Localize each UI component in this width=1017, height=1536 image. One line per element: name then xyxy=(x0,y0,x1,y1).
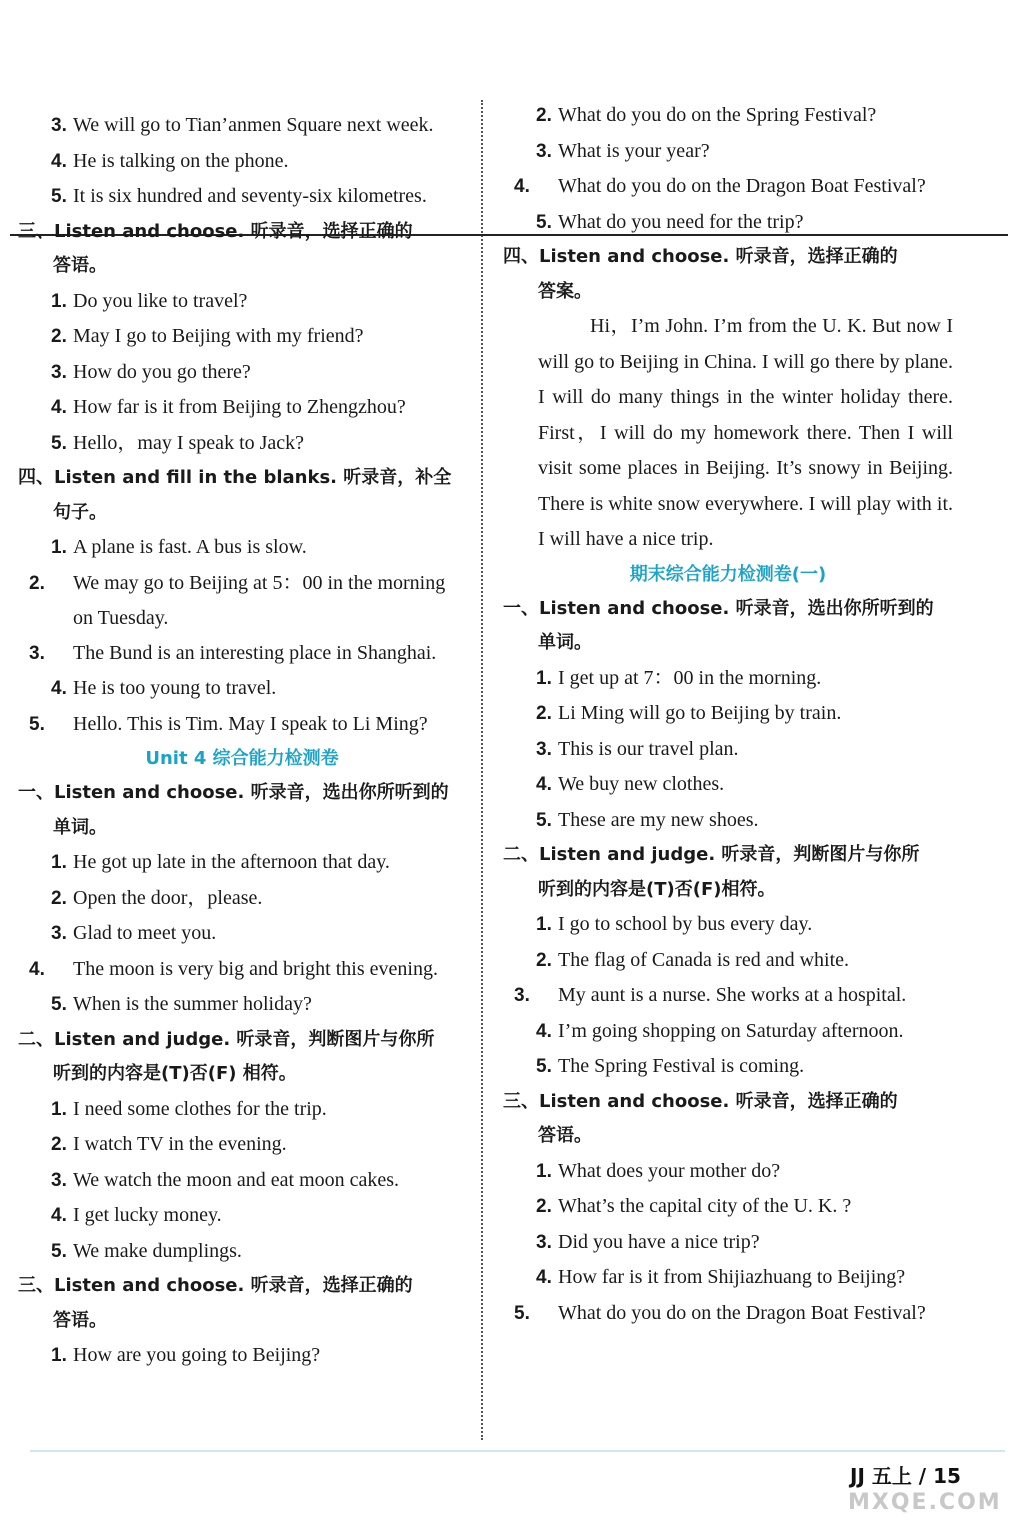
unit-title: Unit 4 综合能力检测卷 xyxy=(145,748,339,769)
question-list xyxy=(503,907,953,1085)
section-heading: 一、Listen and choose. 听录音，选出你所听到的 xyxy=(18,782,449,803)
list-item: 3. We will go to Tian’anmen Square next week. xyxy=(51,114,434,136)
list-item: 5. The Spring Festival is coming. xyxy=(536,1055,805,1077)
reading-passage xyxy=(503,309,953,558)
right-column xyxy=(503,96,953,1331)
list-item: 1. He got up late in the afternoon that day. xyxy=(51,851,390,873)
question-list xyxy=(18,1092,466,1270)
list-item: 5. We make dumplings. xyxy=(51,1239,242,1262)
watermark: MXQE.COM xyxy=(848,1490,1002,1515)
list-item: 4. We buy new clothes. xyxy=(536,773,725,795)
list-item: 2. What’s the capital city of the U. K. ? xyxy=(536,1195,852,1217)
list-item: 3. The Bund is an interesting place in Shanghai. xyxy=(29,641,437,664)
section-heading: 三、Listen and choose. 听录音，选择正确的 xyxy=(18,1275,413,1296)
section-heading-cont: 单词。 xyxy=(53,816,107,838)
section-heading-cont: 句子。 xyxy=(53,501,107,523)
section-heading: 二、Listen and judge. 听录音，判断图片与你所 xyxy=(503,844,920,865)
list-item: 3. My aunt is a nurse. She works at a hospital. xyxy=(514,984,907,1006)
list-item: 5. What do you need for the trip? xyxy=(536,210,804,233)
list-item: 5. What do you do on the Dragon Boat Festival? xyxy=(514,1301,926,1324)
list-item: 5. Hello. This is Tim. May I speak to Li Ming? xyxy=(29,712,428,735)
section-heading-cont: 听到的内容是(T)否(F) 相符。 xyxy=(53,1063,297,1084)
section-heading-cont: 答语。 xyxy=(538,1125,592,1146)
section-heading-cont: 答语。 xyxy=(53,255,107,276)
passage-text: Hi，I’m John. I’m from the U. K. But now I will go to Beijing in China. I will go there by plane. I will do many things in the winter holiday there. First，I will do my homework there. Then I will visit some places in Beijing. It’s snowy in Beijing. There is white snow everywhere. I will play with it. I will have a nice trip. xyxy=(538,315,953,550)
list-item: 5. These are my new shoes. xyxy=(536,808,759,831)
list-item: 3. We watch the moon and eat moon cakes. xyxy=(51,1168,400,1191)
list-item: 4. I’m going shopping on Saturday afternoon. xyxy=(536,1019,904,1042)
list-item: 1. What does your mother do? xyxy=(536,1159,781,1182)
section-heading: 二、Listen and judge. 听录音，判断图片与你所 xyxy=(18,1028,435,1050)
list-item: 1. I go to school by bus every day. xyxy=(536,913,813,935)
section-heading: 三、Listen and choose. 听录音，选择正确的 xyxy=(503,1090,898,1112)
column-divider xyxy=(481,100,483,1440)
list-item: 5. When is the summer holiday? xyxy=(51,993,312,1015)
section-heading: 一、Listen and choose. 听录音，选出你所听到的 xyxy=(503,597,934,619)
question-list xyxy=(503,661,953,839)
question-list xyxy=(18,1338,466,1374)
question-list xyxy=(18,284,466,462)
list-item: 2. I watch TV in the evening. xyxy=(51,1133,287,1155)
list-item: 2. Open the door，please. xyxy=(51,886,263,909)
page-number: JJ 五上 / 15 xyxy=(850,1464,961,1488)
section-heading-cont: 答语。 xyxy=(53,1309,107,1331)
question-list xyxy=(18,845,466,1023)
list-item: 2. What do you do on the Spring Festival? xyxy=(536,104,877,126)
list-item: 4. How far is it from Shijiazhuang to Beijing? xyxy=(536,1266,906,1288)
section-heading: 四、Listen and choose. 听录音，选择正确的 xyxy=(503,246,898,267)
section-heading-cont: 单词。 xyxy=(538,632,592,653)
list-item: 4. He is too young to travel. xyxy=(51,677,277,699)
left-top-list xyxy=(18,96,466,215)
list-item: 5. It is six hundred and seventy-six kilometres. xyxy=(51,185,427,207)
list-item: 1. I get up at 7：00 in the morning. xyxy=(536,666,822,689)
list-item: 4. What do you do on the Dragon Boat Festival? xyxy=(514,175,926,197)
list-item: 3. How do you go there? xyxy=(51,360,251,383)
list-item: 4. I get lucky money. xyxy=(51,1204,222,1226)
list-item: 5. Hello，may I speak to Jack? xyxy=(51,431,305,454)
list-item: 3. Glad to meet you. xyxy=(51,922,217,944)
list-item: 1. How are you going to Beijing? xyxy=(51,1344,321,1366)
section-heading-cont: 答案。 xyxy=(538,280,592,302)
question-list xyxy=(18,530,466,742)
exam-title: 期末综合能力检测卷(一) xyxy=(629,563,827,585)
right-top-list xyxy=(503,96,953,240)
list-item: 4. He is talking on the phone. xyxy=(51,149,289,172)
section-heading: 三、Listen and choose. 听录音，选择正确的 xyxy=(18,220,413,242)
list-item: 2. May I go to Beijing with my friend? xyxy=(51,325,364,347)
list-item: 3. Did you have a nice trip? xyxy=(536,1230,760,1253)
section-heading: 四、Listen and fill in the blanks. 听录音，补全 xyxy=(18,467,452,488)
list-item: 2. Li Ming will go to Beijing by train. xyxy=(536,702,842,724)
list-item: 1. Do you like to travel? xyxy=(51,289,248,312)
footer-rule xyxy=(30,1450,1005,1452)
list-item: 3. This is our travel plan. xyxy=(536,737,739,760)
list-item: 4. How far is it from Beijing to Zhengzhou? xyxy=(51,396,406,418)
question-list xyxy=(503,1154,953,1332)
section-heading-cont: 听到的内容是(T)否(F)相符。 xyxy=(538,878,776,900)
list-item: 2. We may go to Beijing at 5：00 in the morning on Tuesday. xyxy=(29,571,446,629)
list-item: 4. The moon is very big and bright this evening. xyxy=(29,957,438,980)
list-item: 3. What is your year? xyxy=(536,139,710,162)
list-item: 1. A plane is fast. A bus is slow. xyxy=(51,536,307,558)
left-column xyxy=(18,96,466,1374)
list-item: 1. I need some clothes for the trip. xyxy=(51,1097,327,1120)
list-item: 2. The flag of Canada is red and white. xyxy=(536,948,850,971)
